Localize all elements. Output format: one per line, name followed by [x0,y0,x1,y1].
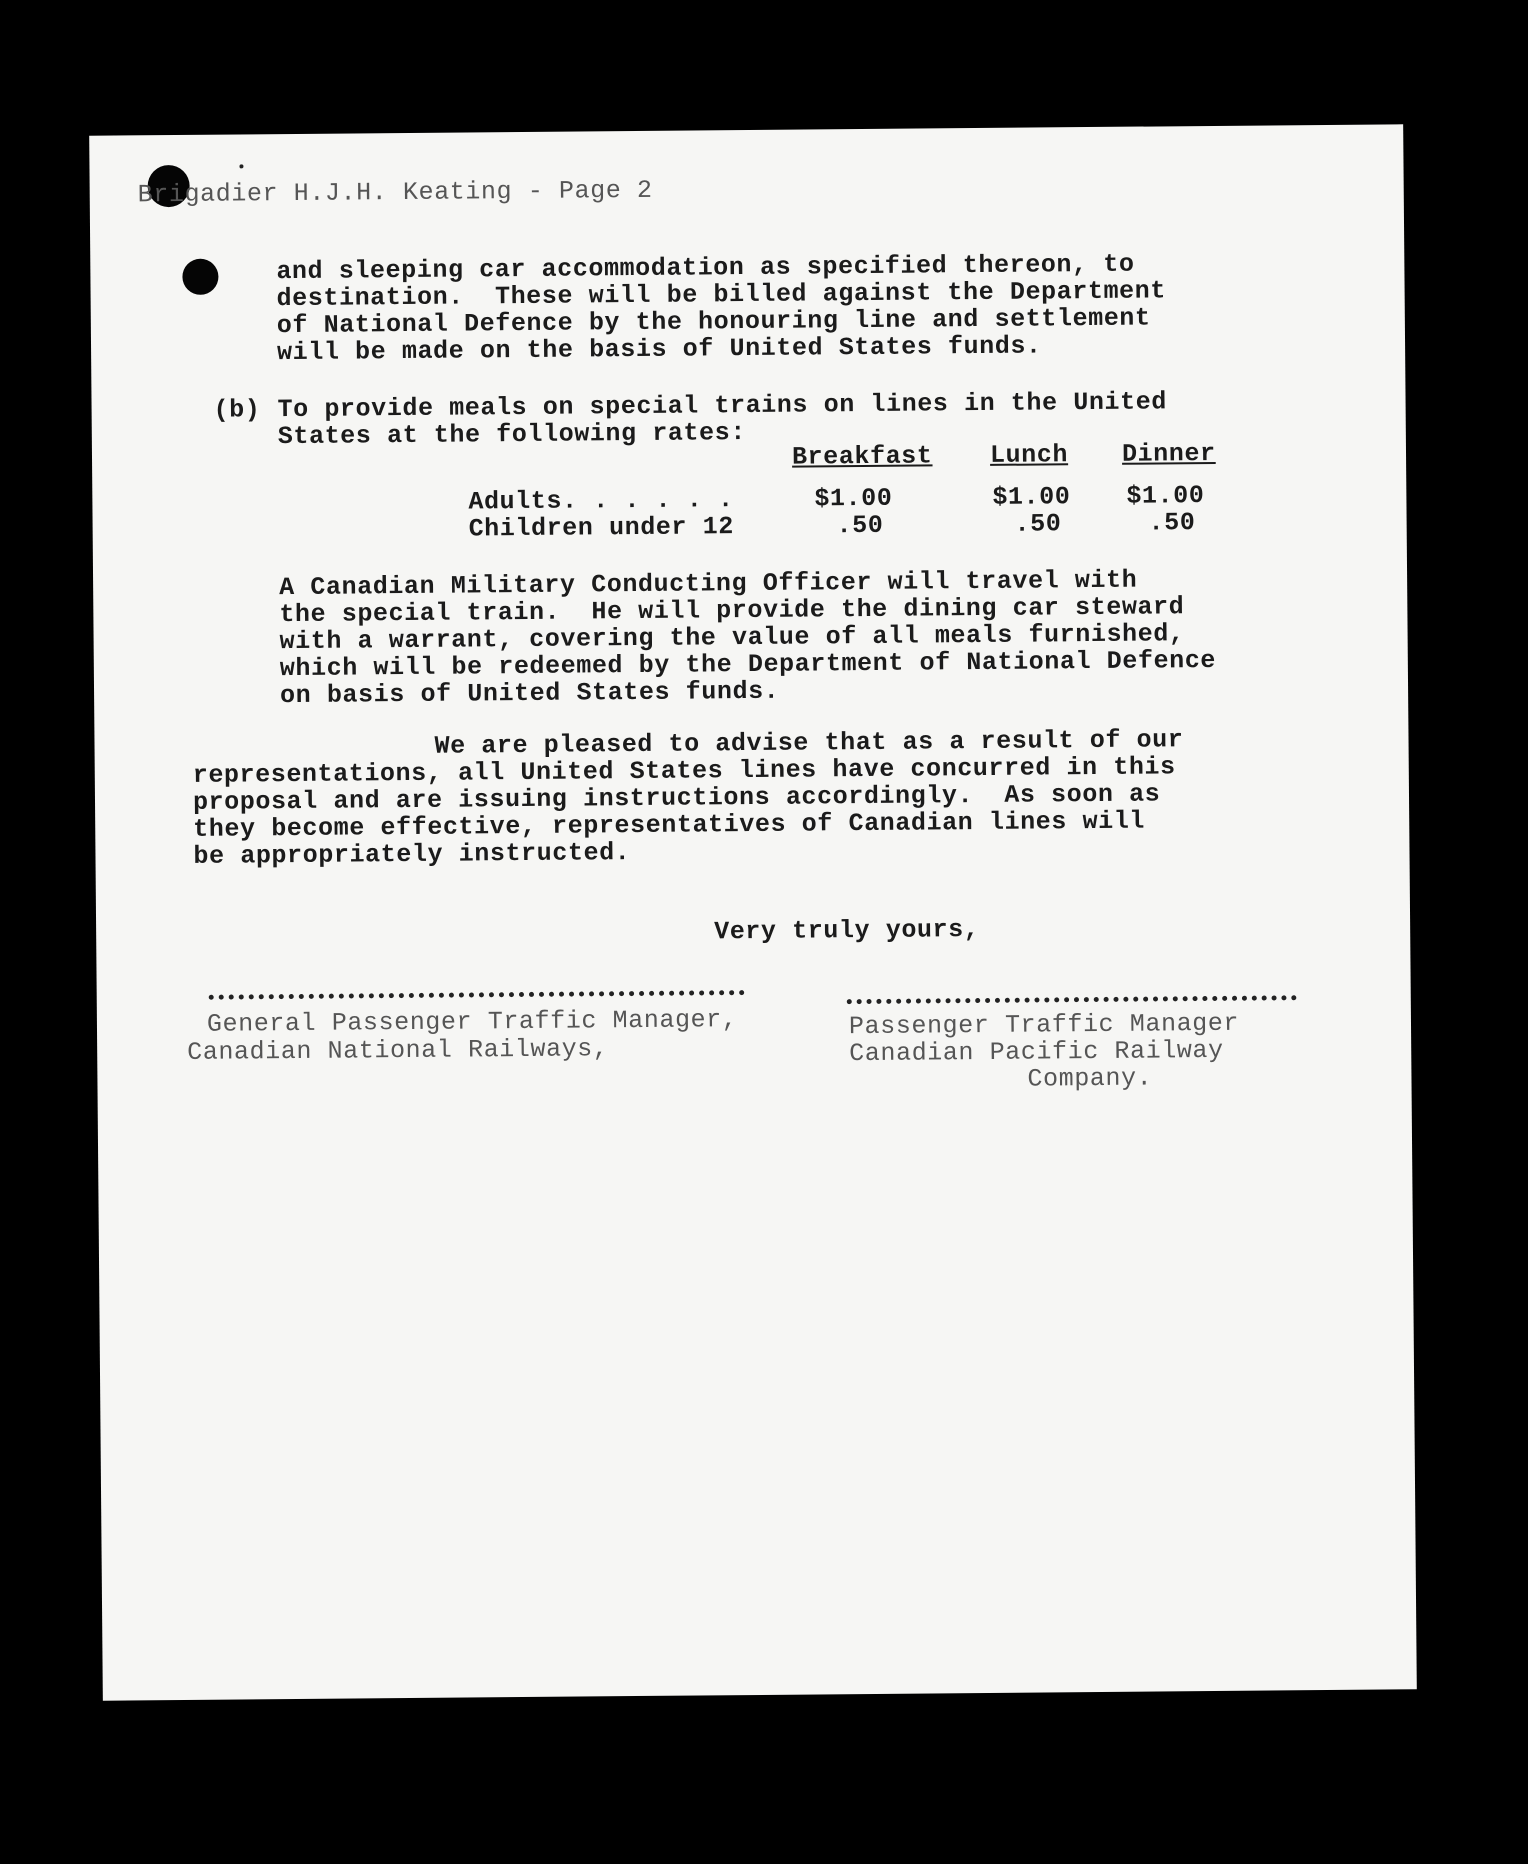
signature-left-company: Canadian National Railways, [187,1034,609,1067]
rate-cell: .50 [1014,509,1062,539]
rate-cell: .50 [836,510,884,541]
officer-paragraph-line-1: A Canadian Military Conducting Officer will travel with [279,565,1138,603]
column-header-lunch: Lunch [989,440,1069,470]
salutation: Very truly yours, [714,915,980,947]
signature-line-left [209,990,745,1000]
paragraph-a-line-1: and sleeping car accommodation as specified thereon, to [276,249,1135,287]
paragraph-a-line-2: destination. These will be billed against the Department [276,276,1167,314]
ink-speck [239,164,243,168]
item-b-line-2: States at the following rates: [277,418,747,452]
closing-paragraph-line-3: proposal and are issuing instructions accordingly. As soon as [192,779,1161,817]
closing-paragraph-line-2: representations, all United States lines have concurred in this [192,752,1176,790]
rate-cell: $1.00 [1126,481,1205,511]
running-head: Brigadier H.J.H. Keating - Page 2 [137,175,653,210]
officer-paragraph-line-3: with a warrant, covering the value of all meals furnished, [279,619,1185,657]
closing-paragraph-line-4: they become effective, representatives of Canadian lines will [193,806,1146,844]
document-page [89,124,1417,1700]
signature-right-company: Canadian Pacific Railway [849,1035,1224,1069]
signature-right-title: Passenger Traffic Manager [848,1008,1240,1042]
officer-paragraph-line-4: which will be redeemed by the Department of National Defence [279,645,1217,684]
signature-line-right [847,995,1297,1004]
rate-cell: $1.00 [814,483,893,514]
column-header-breakfast: Breakfast [791,441,933,472]
officer-paragraph-line-2: the special train. He will provide the dining car steward [279,592,1185,630]
signature-left-title: General Passenger Traffic Manager, [206,1005,738,1039]
rate-cell: $1.00 [992,482,1071,512]
punch-hole-middle [182,259,218,295]
item-b-line-1: To provide meals on special trains on lines in the United [277,387,1168,425]
rate-row-label: Children under 12 [468,512,735,544]
item-b-label: (b) [213,395,261,425]
signature-right-company-cont: Company. [1027,1063,1153,1094]
paragraph-a-line-4: will be made on the basis of United States funds. [276,331,1042,368]
column-header-dinner: Dinner [1121,438,1216,469]
closing-paragraph-line-5: be appropriately instructed. [193,838,631,871]
officer-paragraph-line-5: on basis of United States funds. [279,676,780,711]
paragraph-a-line-3: of National Defence by the honouring line and settlement [276,303,1151,341]
closing-paragraph-line-1: We are pleased to advise that as a result of our [434,725,1184,761]
rate-cell: .50 [1148,508,1196,538]
rate-row-label: Adults. . . . . . [468,485,734,517]
